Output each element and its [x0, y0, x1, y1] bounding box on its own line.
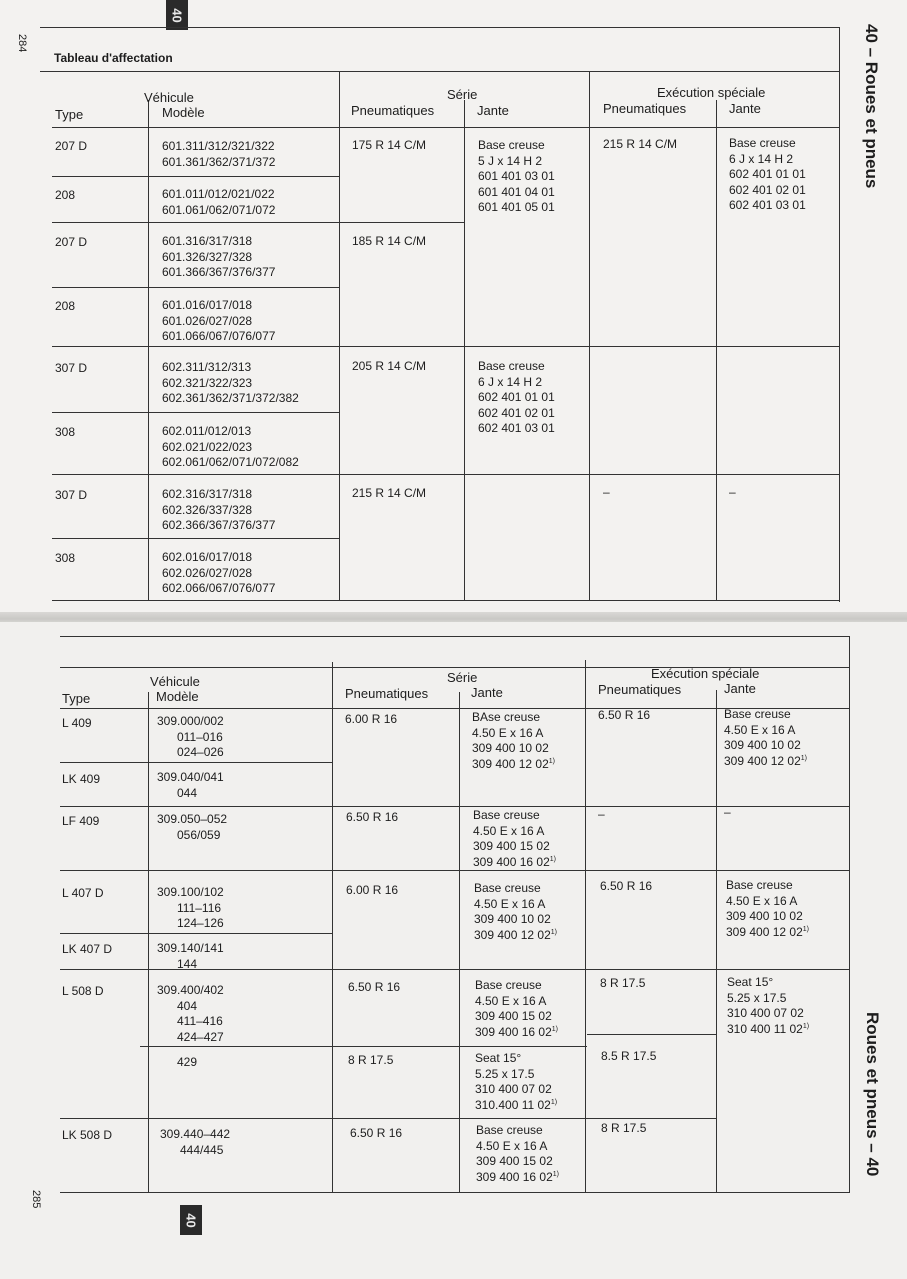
serie-jante: Base creuse 4.50 E x 16 A 309 400 15 02 309 400 16 02$^{1)}$	[473, 808, 556, 869]
row-type: 307 D	[55, 488, 88, 502]
header-serie: Série	[447, 87, 478, 102]
footnote-mark: 1)	[548, 757, 555, 765]
header-vehicule: Véhicule	[144, 90, 194, 105]
header-vehicule: Véhicule	[150, 674, 200, 689]
serie-jante: BAse creuse 4.50 E x 16 A 309 400 10 02 309 400 12 02$^{1)}$	[472, 710, 555, 771]
row-modele: 309.400/402 404 411–416 424–427	[157, 983, 224, 1044]
spec-jante: Base creuse 4.50 E x 16 A 309 400 10 02 309 400 12 02$^{1)}$	[724, 707, 807, 768]
row-modele: 309.040/041 044	[157, 770, 224, 800]
serie-jante: Base creuse 4.50 E x 16 A 309 400 15 02 309 400 16 02$^{1)}$	[475, 978, 558, 1039]
row-modele: 309.000/002 011–016 024–026	[157, 714, 224, 759]
header-type: Type	[55, 107, 84, 122]
spec-pneu: 6.50 R 16	[600, 879, 653, 893]
header-type: Type	[62, 691, 91, 706]
page-284	[0, 0, 907, 615]
serie-pneu: 6.00 R 16	[345, 712, 398, 726]
row-type: 308	[55, 425, 76, 439]
serie-pneu: 6.50 R 16	[348, 980, 401, 994]
row-type: 208	[55, 188, 76, 202]
row-modele: 601.016/017/018 601.026/027/028 601.066/067/076/077	[162, 298, 276, 343]
spec-jante: –	[724, 805, 731, 819]
spec-pneu: 215 R 14 C/M	[603, 137, 678, 151]
row-modele: 309.100/102 111–116 124–126	[157, 885, 224, 930]
header-modele: Modèle	[156, 689, 199, 704]
serie-pneu: 6.00 R 16	[346, 883, 399, 897]
spec-pneu: 6.50 R 16	[598, 708, 651, 722]
row-type: LK 407 D	[62, 942, 113, 956]
footnote-mark: 1)	[802, 925, 809, 933]
header-execution-speciale: Exécution spéciale	[651, 666, 760, 681]
header-serie-pneumatiques: Pneumatiques	[351, 103, 435, 118]
page-number: 285	[30, 1190, 42, 1209]
table-title: Tableau d'affectation	[54, 51, 173, 65]
spec-jante: –	[729, 485, 736, 499]
row-modele: 601.011/012/021/022 601.061/062/071/072	[162, 187, 276, 217]
chapter-tab: 40	[180, 1205, 202, 1235]
header-spec-jante: Jante	[729, 101, 761, 116]
row-type: LK 409	[62, 772, 101, 786]
header-spec-pneumatiques: Pneumatiques	[598, 682, 682, 697]
footnote-mark: 1)	[549, 855, 556, 863]
header-serie-pneumatiques: Pneumatiques	[345, 686, 429, 701]
spec-pneu: –	[603, 485, 610, 499]
header-serie: Série	[447, 670, 478, 685]
row-modele: 309.140/141 144	[157, 941, 224, 971]
row-modele: 602.011/012/013 602.021/022/023 602.061/062/071/072/082	[162, 424, 299, 469]
row-modele: 602.311/312/313 602.321/322/323 602.361/362/371/372/382	[162, 360, 299, 405]
chapter-side-title: Roues et pneus – 40	[863, 1012, 882, 1177]
header-execution-speciale: Exécution spéciale	[657, 85, 766, 100]
serie-jante: Base creuse 4.50 E x 16 A 309 400 15 02 309 400 16 02$^{1)}$	[476, 1123, 559, 1184]
page-285	[0, 622, 907, 1279]
spec-jante: Seat 15° 5.25 x 17.5 310 400 07 02 310 400 11 02$^{1)}$	[727, 975, 810, 1036]
row-type: 307 D	[55, 361, 88, 375]
spec-pneu: 8.5 R 17.5	[601, 1049, 657, 1063]
serie-pneu: 6.50 R 16	[350, 1126, 403, 1140]
serie-jante: Seat 15° 5.25 x 17.5 310 400 07 02 310.400 11 02$^{1)}$	[475, 1051, 558, 1112]
row-modele: 601.316/317/318 601.326/327/328 601.366/367/376/377	[162, 234, 276, 279]
spec-pneu: 8 R 17.5	[601, 1121, 647, 1135]
spec-jante: Base creuse 6 J x 14 H 2 602 401 01 01 602 401 02 01 602 401 03 01	[729, 136, 806, 212]
row-type: 308	[55, 551, 76, 565]
header-serie-jante: Jante	[471, 685, 503, 700]
serie-jante: Base creuse 6 J x 14 H 2 602 401 01 01 602 401 02 01 602 401 03 01	[478, 359, 555, 435]
row-type: LF 409	[62, 814, 100, 828]
serie-pneu: 185 R 14 C/M	[352, 234, 427, 248]
row-type: LK 508 D	[62, 1128, 113, 1142]
header-spec-pneumatiques: Pneumatiques	[603, 101, 687, 116]
header-spec-jante: Jante	[724, 681, 756, 696]
row-type: 208	[55, 299, 76, 313]
serie-pneu: 175 R 14 C/M	[352, 138, 427, 152]
chapter-side-title: 40 – Roues et pneus	[862, 24, 881, 189]
row-type: 207 D	[55, 235, 88, 249]
serie-pneu: 6.50 R 16	[346, 810, 399, 824]
spec-pneu: 8 R 17.5	[600, 976, 646, 990]
serie-pneu: 8 R 17.5	[348, 1053, 394, 1067]
serie-pneu: 205 R 14 C/M	[352, 359, 427, 373]
footnote-mark: 1)	[552, 1170, 559, 1178]
header-serie-jante: Jante	[477, 103, 509, 118]
row-modele: 309.440–442 444/445	[160, 1127, 231, 1157]
footnote-mark: 1)	[550, 928, 557, 936]
row-modele: 601.311/312/321/322 601.361/362/371/372	[162, 139, 276, 169]
row-type: L 508 D	[62, 984, 104, 998]
serie-jante: Base creuse 5 J x 14 H 2 601 401 03 01 601 401 04 01 601 401 05 01	[478, 138, 555, 214]
page-number: 284	[16, 34, 28, 53]
spec-jante: Base creuse 4.50 E x 16 A 309 400 10 02 309 400 12 02$^{1)}$	[726, 878, 809, 939]
serie-jante: Base creuse 4.50 E x 16 A 309 400 10 02 309 400 12 02$^{1)}$	[474, 881, 557, 942]
row-type: L 409	[62, 716, 92, 730]
spec-pneu: –	[598, 807, 605, 821]
header-modele: Modèle	[162, 105, 205, 120]
chapter-tab: 40	[166, 0, 188, 30]
footnote-mark: 1)	[802, 1022, 810, 1030]
row-modele: 602.316/317/318 602.326/337/328 602.366/367/376/377	[162, 487, 276, 532]
serie-pneu: 215 R 14 C/M	[352, 486, 427, 500]
row-modele: 602.016/017/018 602.026/027/028 602.066/067/076/077	[162, 550, 276, 595]
footnote-mark: 1)	[800, 754, 807, 762]
footnote-mark: 1)	[551, 1025, 558, 1033]
row-modele: 429	[157, 1055, 198, 1069]
row-modele: 309.050–052 056/059	[157, 812, 228, 842]
row-type: L 407 D	[62, 886, 104, 900]
row-type: 207 D	[55, 139, 88, 153]
footnote-mark: 1)	[550, 1098, 558, 1106]
